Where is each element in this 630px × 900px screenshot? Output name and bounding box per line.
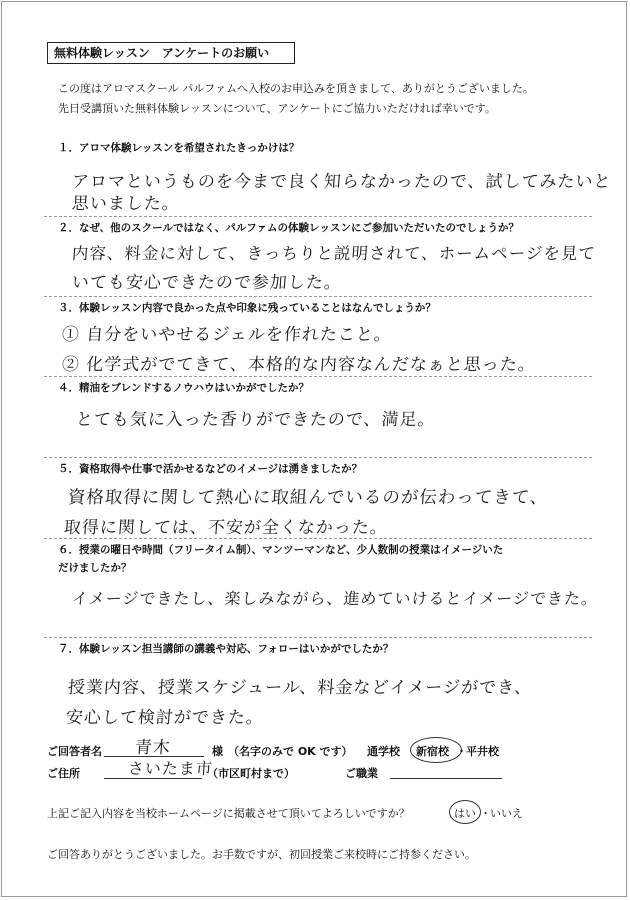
question-6: ６．授業の曜日や時間（フリータイム制）、マンツーマンなど、少人数制の授業はイメージいた [58, 544, 504, 556]
consent-no: いいえ [490, 807, 523, 820]
intro-line-2: 先日受講頂いた無料体験レッスンについて、アンケートにご協力いただければ幸いです。 [58, 102, 496, 115]
form-title: 無料体験レッスン アンケートのお願い [47, 42, 295, 64]
closing-note: ご回答ありがとうございました。お手数ですが、初回授業ご来校時にご持参ください。 [47, 848, 476, 861]
job-underline [390, 778, 502, 779]
question-2: ２．なぜ、他のスクールではなく、パルファムの体験レッスンにご参加いただいたのでしょうか？ [58, 222, 519, 234]
divider [44, 637, 592, 638]
answer-5-line-2: 取得に関しては、不安が全くなかった。 [63, 518, 389, 538]
address-underline [104, 778, 202, 779]
divider [44, 296, 592, 297]
divider [44, 538, 592, 539]
consent-yes: はい [454, 807, 476, 820]
divider [44, 376, 592, 377]
school-selected: 新宿校 [416, 745, 449, 758]
answer-1-line-1: アロマというものを今まで良く知らなかったので、試してみたいと [71, 172, 613, 192]
address-note: （市区町村まで） [207, 767, 295, 780]
divider [44, 457, 592, 458]
address-value: さいたま市 [127, 759, 214, 778]
divider [44, 216, 592, 217]
question-1: １．アロマ体験レッスンを希望されたきっかけは？ [58, 142, 300, 154]
question-4: ４．精油をブレンドするノウハウはいかがでしたか？ [58, 382, 310, 394]
question-7: ７．体験レッスン担当講師の講義や対応、フォローはいかがでしたか？ [58, 643, 394, 655]
name-label: ご回答者名 [47, 745, 102, 758]
intro-line-1: この度はアロマスクール パルファムへ入校のお申込みを頂きまして、ありがとうございました。 [58, 82, 534, 95]
consent-question: 上記ご記入内容を当校ホームページに掲載させて頂いてよろしいですか？ [47, 807, 410, 820]
page-frame [1, 1, 627, 897]
answer-4-line-1: とても気に入った香りができたので、満足。 [75, 410, 437, 430]
question-5: ５．資格取得や仕事で活かせるなどのイメージは湧きましたか？ [58, 463, 363, 475]
school-label: 通学校 [367, 745, 400, 758]
name-note: （名字のみで OK です） [228, 745, 353, 758]
school-sep: ・ [456, 745, 467, 758]
address-label: ご住所 [47, 767, 80, 780]
school-other: 平井校 [466, 745, 499, 758]
name-value: 青木 [134, 738, 172, 758]
answer-5-line-1: 資格取得に関して熱心に取組んでいるのが伝わってきて、 [67, 488, 550, 508]
answer-7-line-1: 授業内容、授業スケジュール、料金などイメージができ、 [67, 678, 533, 698]
question-3: ３．体験レッスン内容で良かった点や印象に残っていることはなんでしょうか？ [58, 302, 436, 314]
consent-sep: ・ [480, 807, 491, 820]
job-label: ご職業 [345, 767, 378, 780]
question-6-cont: だけましたか？ [58, 562, 132, 574]
answer-7-line-2: 安心して検討ができた。 [65, 708, 265, 728]
answer-2-line-2: いても安心できたので参加した。 [71, 273, 343, 293]
honorific: 様 [212, 745, 223, 758]
answer-3-line-2: ② 化学式がでてきて、本格的な内容なんだなぁと思った。 [61, 355, 537, 375]
answer-6-line-1: イメージできたし、楽しみながら、進めていけるとイメージできた。 [71, 589, 599, 608]
answer-2-line-1: 内容、料金に対して、きっちりと説明されて、ホームページを見て [71, 244, 597, 263]
answer-3-line-1: ① 自分をいやせるジェルを作れたこと。 [61, 325, 393, 345]
answer-1-line-2: 思いました。 [71, 194, 181, 214]
